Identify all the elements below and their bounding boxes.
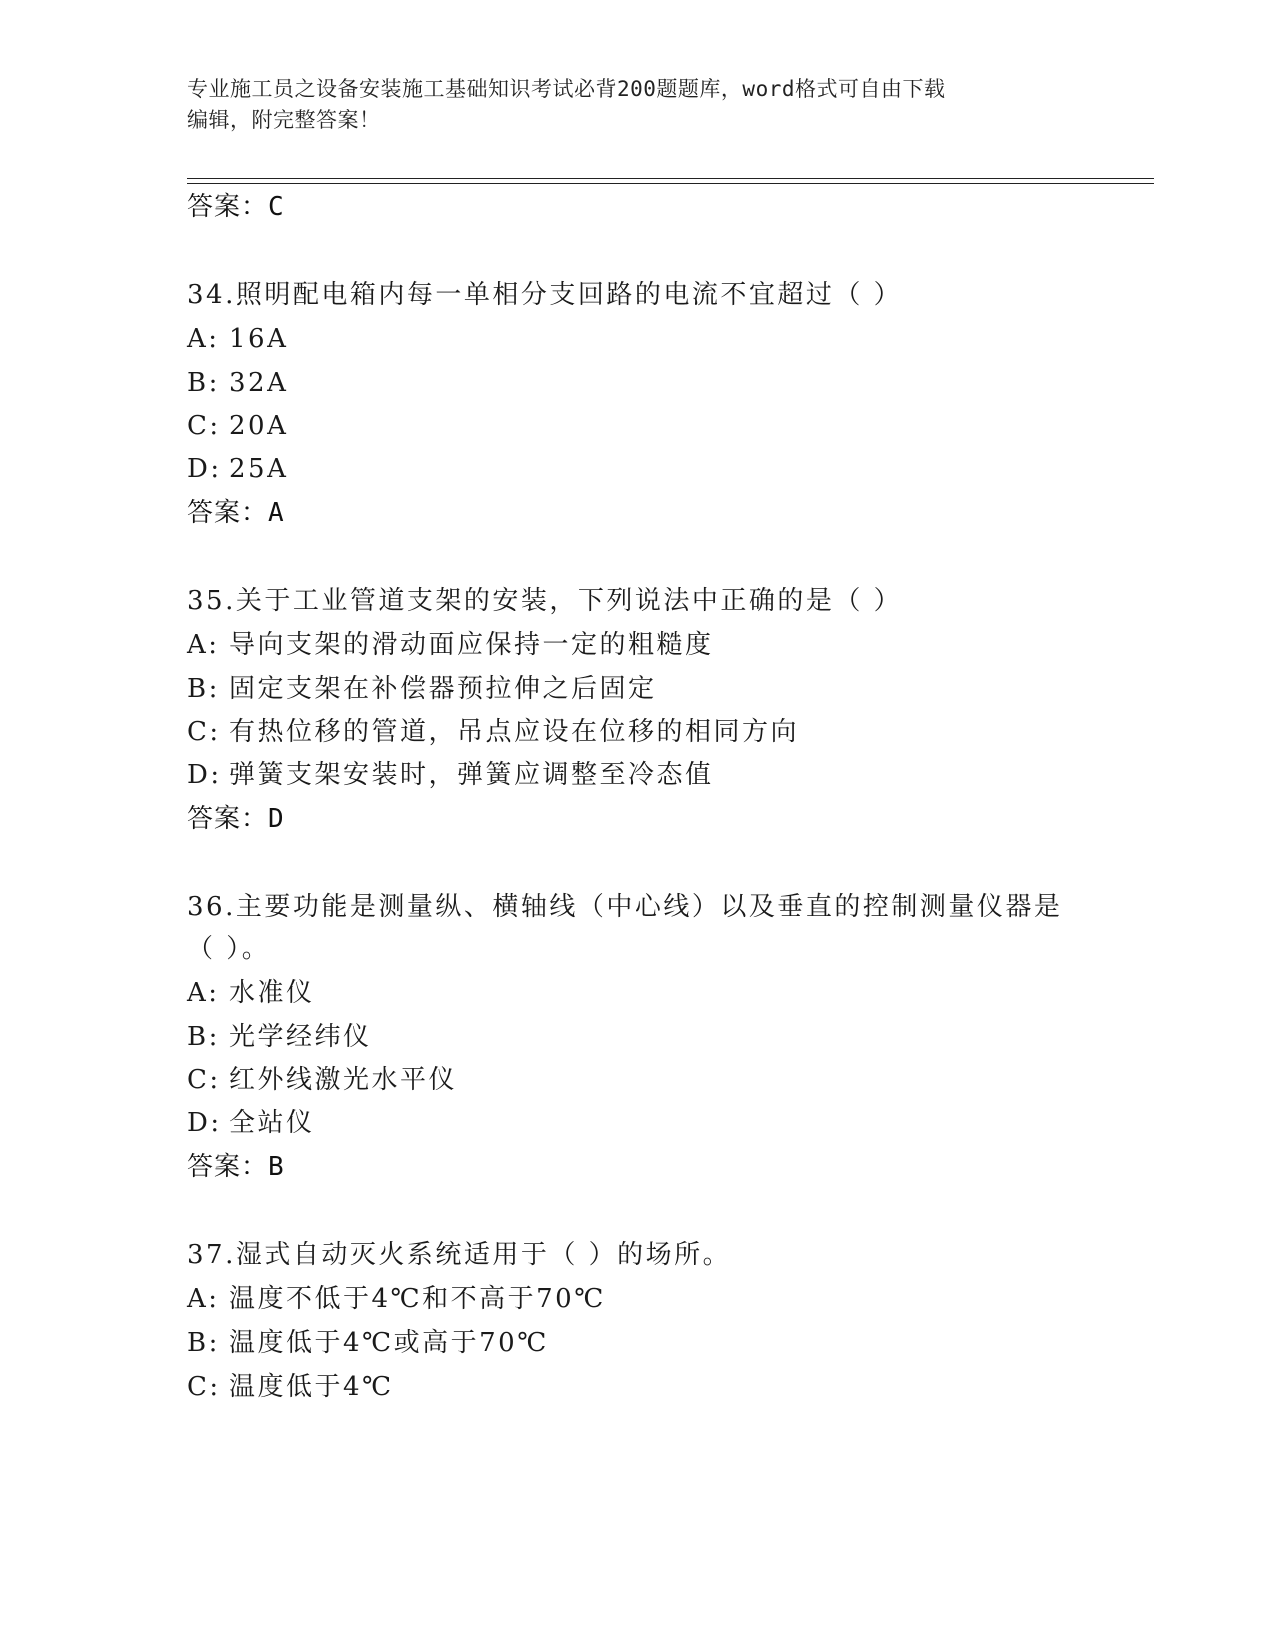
option-text: 温度不低于4℃和不高于70℃ [229, 1284, 606, 1314]
option-text: 固定支架在补偿器预拉伸之后固定 [229, 674, 657, 704]
option-text: 32A [229, 368, 289, 398]
option-text: 有热位移的管道，吊点应设在位移的相同方向 [229, 717, 800, 747]
question-37-option-c [187, 1370, 394, 1404]
question-37-option-a [187, 1282, 606, 1316]
option-text: 光学经纬仪 [229, 1022, 372, 1052]
header-divider-top [187, 178, 1154, 179]
question-34-option-c [187, 409, 288, 443]
option-text: 20A [229, 411, 289, 441]
option-letter: C: [187, 717, 221, 747]
previous-answer: 答案：C [187, 192, 285, 222]
question-36-option-b [187, 1020, 372, 1054]
option-letter: B: [187, 1328, 220, 1358]
question-36-answer: 答案：B [187, 1152, 285, 1182]
question-36-stem-continued: （ ）。 [187, 934, 271, 964]
option-text: 弹簧支架安装时，弹簧应调整至冷态值 [229, 760, 714, 790]
question-37-stem: 37.湿式自动灭火系统适用于（ ）的场所。 [187, 1240, 732, 1270]
option-text: 全站仪 [229, 1108, 315, 1138]
option-letter: A: [187, 1284, 220, 1314]
option-letter: C: [187, 1065, 221, 1095]
option-text: 温度低于4℃或高于70℃ [229, 1328, 549, 1358]
option-text: 导向支架的滑动面应保持一定的粗糙度 [229, 630, 714, 660]
question-34-option-b [187, 366, 288, 400]
question-34-stem: 34.照明配电箱内每一单相分支回路的电流不宜超过（ ） [187, 280, 903, 310]
option-text: 红外线激光水平仪 [229, 1065, 458, 1095]
question-34-option-a [187, 322, 288, 356]
option-letter: D: [187, 760, 222, 790]
option-letter: B: [187, 1022, 220, 1052]
question-34-answer: 答案：A [187, 498, 285, 528]
header-divider-bottom [187, 183, 1154, 184]
question-35-option-c [187, 715, 799, 749]
question-37-option-b [187, 1326, 549, 1360]
option-letter: D: [187, 454, 222, 484]
question-35-stem: 35.关于工业管道支架的安装，下列说法中正确的是（ ） [187, 586, 903, 616]
page-header [187, 74, 1067, 136]
header-title-line-1: 专业施工员之设备安装施工基础知识考试必背200题题库，word格式可自由下载 [187, 77, 946, 101]
question-35-option-d [187, 758, 714, 792]
option-letter: A: [187, 630, 220, 660]
question-35-option-b [187, 672, 657, 706]
option-text: 水准仪 [229, 978, 315, 1008]
question-35-option-a [187, 628, 714, 662]
option-letter: B: [187, 368, 220, 398]
option-letter: B: [187, 674, 220, 704]
option-text: 25A [229, 454, 289, 484]
option-text: 温度低于4℃ [229, 1372, 394, 1402]
question-34-option-d [187, 452, 288, 486]
option-text: 16A [229, 324, 289, 354]
option-letter: A: [187, 978, 220, 1008]
question-36-option-a [187, 976, 315, 1010]
option-letter: A: [187, 324, 220, 354]
option-letter: C: [187, 411, 221, 441]
option-letter: C: [187, 1372, 221, 1402]
question-36-option-c [187, 1063, 457, 1097]
option-letter: D: [187, 1108, 222, 1138]
question-36-option-d [187, 1106, 315, 1140]
question-36-stem: 36.主要功能是测量纵、横轴线（中心线）以及垂直的控制测量仪器是 [187, 892, 1063, 922]
question-35-answer: 答案：D [187, 804, 285, 834]
header-title-line-2: 编辑，附完整答案！ [187, 108, 381, 132]
